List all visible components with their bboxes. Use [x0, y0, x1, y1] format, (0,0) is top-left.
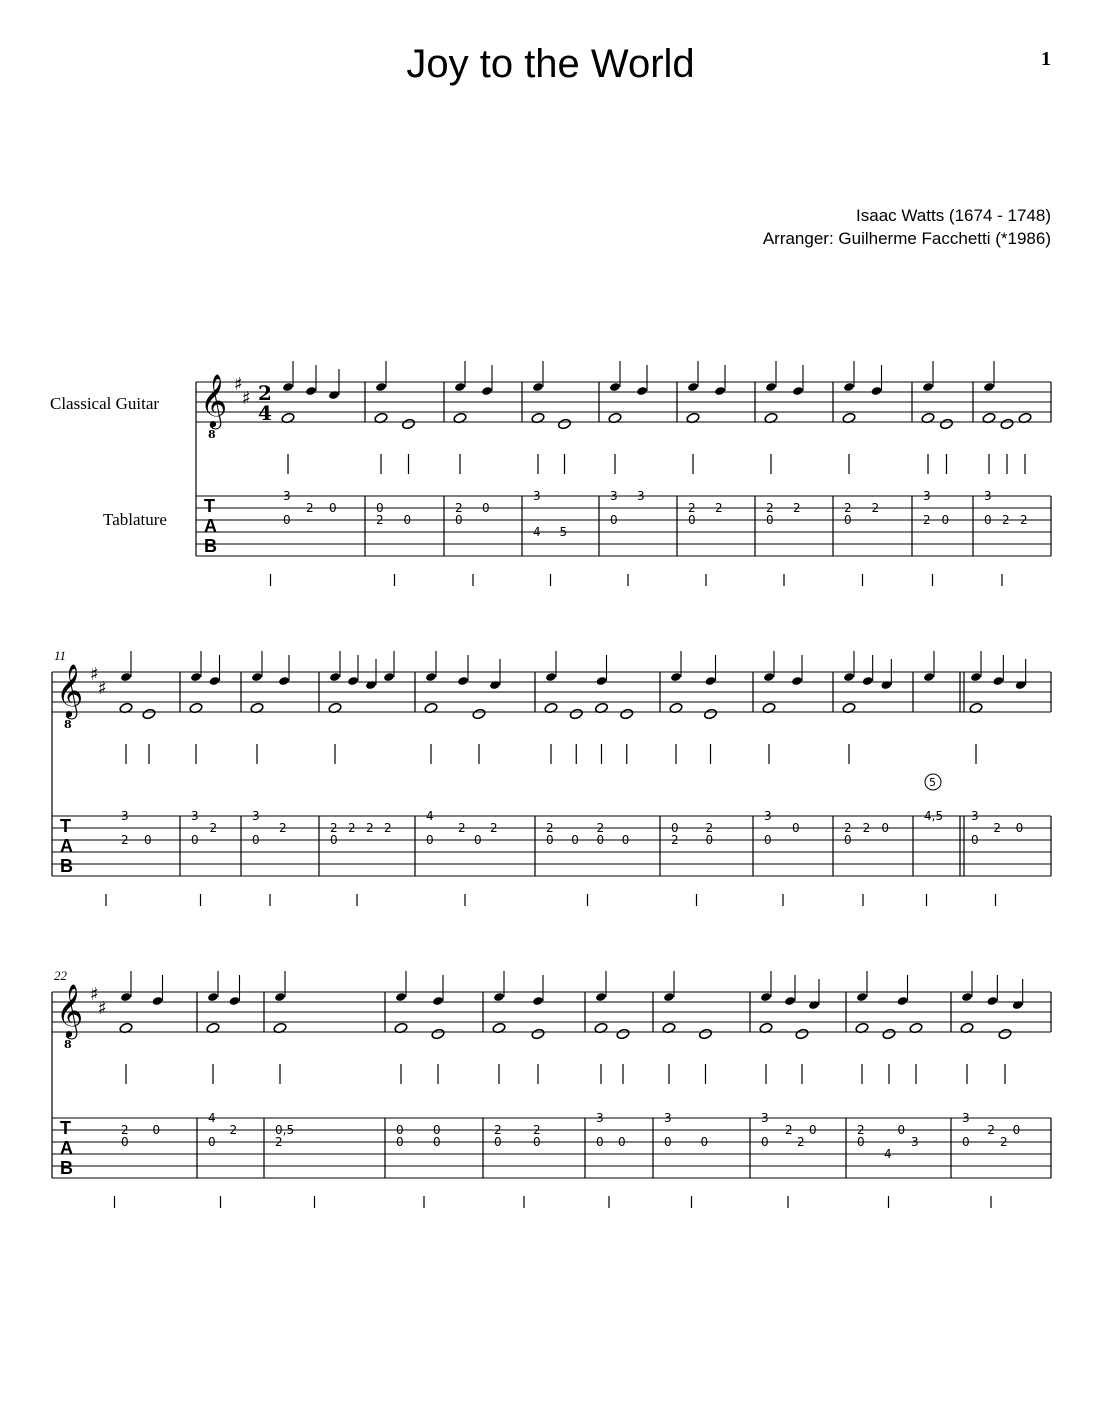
tab-fret-number: 0 [596, 833, 605, 847]
melody-notehead [595, 992, 607, 1002]
tab-clef-letter: B [60, 1158, 73, 1178]
bass-notehead [939, 418, 953, 430]
tab-fret-number: 2 [715, 501, 723, 515]
string-marker-number: 5 [929, 776, 936, 789]
arranger-credit: Arranger: Guilherme Facchetti (*1986) [762, 229, 1051, 248]
tab-clef-letter: T [204, 496, 215, 516]
tab-fret-number: 0 [844, 513, 852, 527]
melody-notehead [207, 992, 219, 1002]
tab-fret-number: 3 [610, 489, 618, 503]
melody-notehead [120, 992, 132, 1002]
tab-fret-number: 2 [229, 1123, 238, 1137]
melody-notehead [365, 680, 377, 690]
tab-fret-number: 0 [121, 1135, 129, 1149]
melody-notehead [251, 672, 263, 682]
tab-fret-number: 0 [403, 513, 412, 527]
tab-fret-number: 2 [857, 1123, 865, 1137]
tab-clef-letter: A [60, 1138, 73, 1158]
melody-notehead [383, 672, 395, 682]
tab-fret-number: 0 [621, 833, 630, 847]
sharp-f: ♯ [90, 664, 99, 685]
melody-notehead [329, 672, 341, 682]
sharp-f: ♯ [234, 374, 243, 395]
tab-fret-number: 2 [348, 821, 356, 835]
tab-fret-number: 2 [844, 501, 852, 515]
tab-fret-number: 2 [209, 821, 218, 835]
melody-notehead [120, 672, 132, 682]
tab-fret-number: 0 [546, 833, 554, 847]
tab-fret-number: 4 [208, 1111, 216, 1125]
tab-fret-number: 2 [671, 833, 679, 847]
melody-notehead [282, 382, 294, 392]
tab-fret-number: 3 [923, 489, 931, 503]
measure-number: 22 [54, 968, 67, 983]
tab-fret-number: 3 [283, 489, 291, 503]
tab-fret-number: 0 [283, 513, 291, 527]
melody-notehead [765, 382, 777, 392]
tab-fret-number: 0 [764, 833, 772, 847]
tab-fret-number: 3 [761, 1111, 769, 1125]
tab-fret-number: 3 [191, 809, 199, 823]
tab-fret-number: 0 [152, 1123, 161, 1137]
tab-fret-number: 3 [637, 489, 645, 503]
melody-notehead [670, 672, 682, 682]
tab-fret-number: 0 [664, 1135, 672, 1149]
melody-notehead [347, 676, 359, 686]
melody-notehead [880, 680, 892, 690]
melody-notehead [856, 992, 868, 1002]
clef-octave-mark: 8 [64, 718, 72, 731]
melody-notehead [714, 386, 726, 396]
melody-notehead [596, 676, 608, 686]
tab-fret-number: 0 [618, 1135, 626, 1149]
melody-notehead [278, 676, 290, 686]
tab-fret-number: 2 [871, 501, 880, 515]
tab-fret-number: 2 [923, 513, 931, 527]
tab-fret-number: 0 [766, 513, 774, 527]
melody-notehead [843, 672, 855, 682]
bass-notehead [557, 418, 571, 430]
bass-notehead [472, 708, 486, 720]
melody-notehead [532, 996, 544, 1006]
time-signature-bottom: 4 [258, 401, 272, 425]
tab-fret-number: 0 [330, 833, 338, 847]
tab-fret-number: 0 [596, 1135, 604, 1149]
melody-notehead [663, 992, 675, 1002]
tab-fret-number: 0 [571, 833, 579, 847]
treble-clef: 𝄞 [200, 373, 228, 427]
tab-fret-number: 0 [792, 821, 800, 835]
tab-fret-number: 2 [121, 833, 129, 847]
tab-fret-number: 2 [458, 821, 466, 835]
tab-fret-number: 2 [785, 1123, 793, 1137]
melody-notehead [687, 382, 699, 392]
melody-notehead [791, 676, 803, 686]
page-number: 1 [1041, 48, 1051, 70]
tab-fret-number: 0 [252, 833, 260, 847]
tab-fret-number: 0 [1012, 1123, 1021, 1137]
tab-fret-number: 2 [797, 1135, 805, 1149]
tab-fret-number: 4 [884, 1147, 892, 1161]
tab-fret-number: 4,5 [924, 809, 944, 823]
instrument-name-guitar: Classical Guitar [50, 394, 160, 413]
melody-notehead [328, 390, 340, 400]
melody-notehead [983, 382, 995, 392]
tab-fret-number: 2 [533, 1123, 541, 1137]
tab-fret-number: 0 [984, 513, 992, 527]
tab-fret-number: 0 [700, 1135, 709, 1149]
melody-notehead [375, 382, 387, 392]
melody-notehead [1015, 680, 1027, 690]
tab-fret-number: 2 [546, 821, 554, 835]
bass-notehead [795, 1028, 809, 1040]
tab-fret-number: 2 [384, 821, 392, 835]
tab-fret-number: 0 [191, 833, 199, 847]
tab-fret-number: 3 [962, 1111, 970, 1125]
composer-credit: Isaac Watts (1674 - 1748) [856, 206, 1051, 225]
clef-octave-mark: 8 [64, 1038, 72, 1051]
melody-notehead [922, 382, 934, 392]
melody-notehead [395, 992, 407, 1002]
tab-clef-letter: T [60, 1118, 71, 1138]
melody-notehead [532, 382, 544, 392]
tab-fret-number: 0 [482, 501, 490, 515]
bass-notehead [142, 708, 156, 720]
tab-fret-number: 0 [881, 821, 889, 835]
melody-notehead [843, 382, 855, 392]
melody-notehead [1012, 1000, 1024, 1010]
tab-fret-number: 0 [688, 513, 696, 527]
tab-fret-number: 2 [1020, 513, 1028, 527]
melody-notehead [457, 676, 469, 686]
tab-fret-number: 2 [766, 501, 774, 515]
tab-fret-number: 0 [897, 1123, 906, 1137]
melody-notehead [970, 672, 982, 682]
tab-fret-number: 0 [971, 833, 979, 847]
tab-fret-number: 0 [433, 1135, 441, 1149]
tab-fret-number: 2 [1002, 513, 1010, 527]
tab-fret-number: 0 [494, 1135, 502, 1149]
tab-fret-number: 3 [596, 1111, 604, 1125]
tab-fret-number: 3 [764, 809, 772, 823]
tab-fret-number: 0 [144, 833, 152, 847]
tab-fret-number: 2 [279, 821, 287, 835]
tab-fret-number: 0 [962, 1135, 970, 1149]
melody-notehead [792, 386, 804, 396]
bass-notehead [882, 1028, 896, 1040]
tab-fret-number: 0 [705, 833, 714, 847]
tab-clef-letter: B [60, 856, 73, 876]
tab-fret-number: 2 [844, 821, 852, 835]
bass-notehead [998, 1028, 1012, 1040]
melody-notehead [961, 992, 973, 1002]
tab-clef-letter: B [204, 536, 217, 556]
tab-fret-number: 2 [330, 821, 338, 835]
tab-fret-number: 2 [993, 821, 1001, 835]
sharp-c: ♯ [98, 998, 107, 1019]
tab-clef-letter: T [60, 816, 71, 836]
tab-fret-number: 0 [329, 501, 337, 515]
tab-fret-number: 0 [474, 833, 482, 847]
bass-notehead [531, 1028, 545, 1040]
tab-fret-number: 2 [1000, 1135, 1008, 1149]
tab-fret-number: 0 [857, 1135, 865, 1149]
tab-fret-number: 0 [610, 513, 618, 527]
tab-fret-number: 2 [688, 501, 696, 515]
bass-notehead [401, 418, 415, 430]
tab-fret-number: 3 [533, 489, 541, 503]
melody-notehead [432, 996, 444, 1006]
tab-fret-number: 0 [941, 513, 950, 527]
melody-notehead [425, 672, 437, 682]
tab-fret-number: 4 [426, 809, 434, 823]
melody-notehead [636, 386, 648, 396]
tab-fret-number: 5 [559, 525, 568, 539]
bass-notehead [698, 1028, 712, 1040]
tab-fret-number: 2 [275, 1135, 283, 1149]
tab-fret-number: 2 [306, 501, 314, 515]
tab-fret-number: 0 [1015, 821, 1024, 835]
melody-notehead [871, 386, 883, 396]
tab-clef-letter: A [204, 516, 217, 536]
measure-number: 11 [54, 648, 67, 663]
tab-fret-number: 0 [426, 833, 434, 847]
treble-clef: 𝄞 [56, 983, 84, 1037]
melody-notehead [305, 386, 317, 396]
page-title: Joy to the World [406, 42, 695, 86]
tab-fret-number: 4 [533, 525, 541, 539]
tab-fret-number: 3 [121, 809, 129, 823]
tab-fret-number: 0 [761, 1135, 769, 1149]
tab-fret-number: 3 [252, 809, 260, 823]
tab-fret-number: 0 [844, 833, 852, 847]
tab-fret-number: 2 [862, 821, 871, 835]
clef-octave-mark: 8 [208, 428, 216, 441]
bass-notehead [569, 708, 583, 720]
melody-notehead [481, 386, 493, 396]
tab-fret-number: 0 [809, 1123, 817, 1137]
bass-notehead [703, 708, 717, 720]
tab-fret-number: 0 [433, 1123, 441, 1137]
melody-notehead [489, 680, 501, 690]
tab-fret-number: 2 [376, 513, 384, 527]
melody-notehead [992, 676, 1004, 686]
tab-fret-number: 2 [596, 821, 605, 835]
bass-notehead [1000, 418, 1014, 430]
sharp-f: ♯ [90, 984, 99, 1005]
time-signature-top: 2 [258, 381, 272, 405]
melody-notehead [274, 992, 286, 1002]
melody-notehead [493, 992, 505, 1002]
tab-fret-number: 0 [396, 1135, 404, 1149]
tab-fret-number: 2 [490, 821, 498, 835]
tab-fret-number: 2 [705, 821, 714, 835]
melody-notehead [152, 996, 164, 1006]
tab-fret-number: 0 [533, 1135, 541, 1149]
melody-notehead [763, 672, 775, 682]
melody-notehead [808, 1000, 820, 1010]
tab-fret-number: 2 [494, 1123, 502, 1137]
tab-fret-number: 0 [208, 1135, 216, 1149]
tab-fret-number: 3 [984, 489, 992, 503]
tab-fret-number: 0 [376, 501, 384, 515]
melody-notehead [190, 672, 202, 682]
melody-notehead [705, 676, 717, 686]
sharp-c: ♯ [98, 678, 107, 699]
melody-notehead [862, 676, 874, 686]
melody-notehead [986, 996, 998, 1006]
melody-notehead [923, 672, 935, 682]
tab-fret-number: 2 [455, 501, 463, 515]
tab-fret-number: 0 [455, 513, 463, 527]
bass-notehead [616, 1028, 630, 1040]
tab-fret-number: 2 [121, 1123, 129, 1137]
tab-fret-number: 3 [664, 1111, 672, 1125]
melody-notehead [760, 992, 772, 1002]
melody-notehead [545, 672, 557, 682]
tab-fret-number: 2 [793, 501, 801, 515]
melody-notehead [454, 382, 466, 392]
tab-fret-number: 0,5 [275, 1123, 295, 1137]
tab-fret-number: 0 [396, 1123, 404, 1137]
treble-clef: 𝄞 [56, 663, 84, 717]
tab-fret-number: 3 [971, 809, 979, 823]
tab-fret-number: 2 [366, 821, 374, 835]
melody-notehead [609, 382, 621, 392]
sharp-c: ♯ [242, 388, 251, 409]
instrument-name-tablature: Tablature [103, 510, 167, 529]
bass-notehead [620, 708, 634, 720]
melody-notehead [897, 996, 909, 1006]
tab-clef-letter: A [60, 836, 73, 856]
bass-notehead [431, 1028, 445, 1040]
melody-notehead [784, 996, 796, 1006]
tab-fret-number: 2 [987, 1123, 995, 1137]
melody-notehead [229, 996, 241, 1006]
tab-fret-number: 0 [671, 821, 679, 835]
tab-fret-number: 3 [911, 1135, 919, 1149]
melody-notehead [209, 676, 221, 686]
